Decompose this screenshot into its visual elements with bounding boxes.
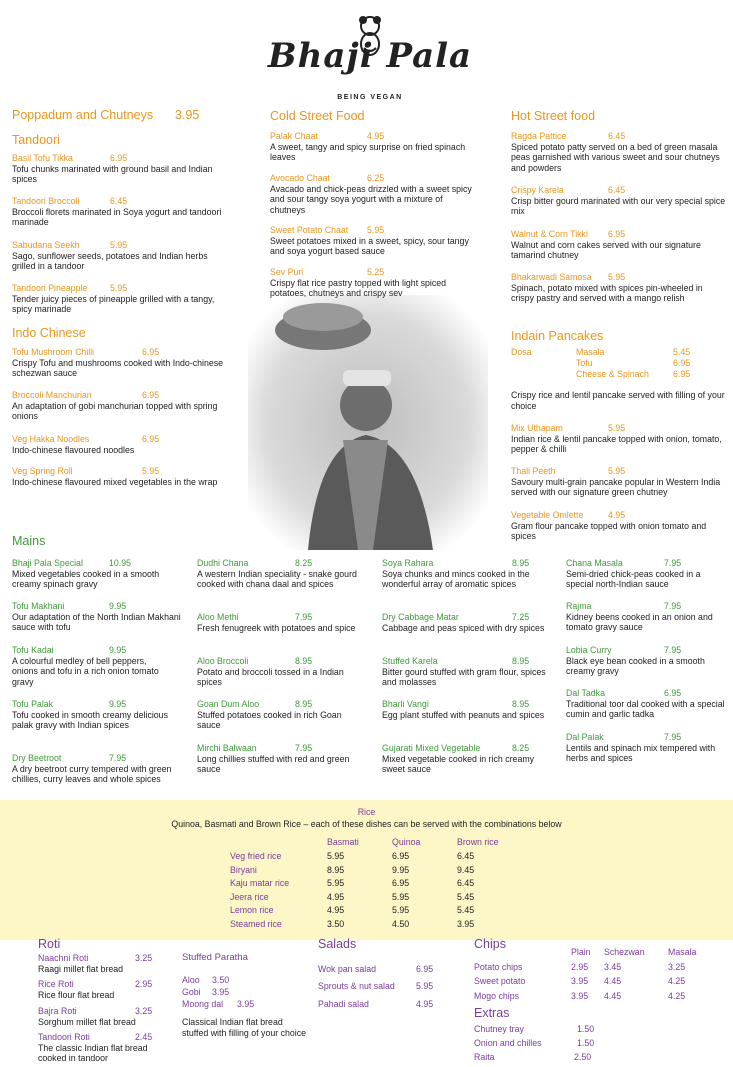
brand-logo [260, 14, 480, 104]
item-name: Avocado Chaat [270, 173, 330, 183]
item-price: 5.25 [367, 267, 385, 277]
item-name: Dry Cabbage Matar [382, 612, 459, 622]
dosa-option-price: 5.45 [673, 347, 691, 357]
vendor-photo [248, 295, 488, 550]
rice-cell: 8.95 [327, 865, 345, 875]
item-desc: Rice flour flat bread [38, 989, 115, 1000]
pancakes-title: Indain Pancakes [511, 329, 604, 343]
menu-item [12, 196, 222, 228]
dosa-option [576, 358, 593, 369]
item-name: Bajra Roti [38, 1006, 77, 1016]
item-price: 5.95 [367, 225, 385, 235]
menu-item [566, 645, 726, 677]
salad-price: 5.95 [416, 981, 434, 991]
item-name: Dry Beetroot [12, 753, 62, 763]
item-price: 5.95 [110, 240, 128, 250]
menu-item [382, 558, 552, 590]
paratha-desc: Classical Indian flat bread stuffed with filling of your choice [182, 1017, 307, 1038]
item-price: 2.95 [135, 979, 153, 989]
item-name: Dal Tadka [566, 688, 605, 698]
item-name: Stuffed Karela [382, 656, 438, 666]
menu-item [197, 558, 362, 590]
item-name: Tandoori Roti [38, 1032, 90, 1042]
item-desc: Long chillies stuffed with red and green sauce [197, 753, 350, 775]
item-desc: Tofu chunks marinated with ground basil and Indian spices [12, 163, 213, 185]
item-price: 6.95 [110, 153, 128, 163]
rice-col-header: Quinoa [392, 837, 421, 847]
item-desc: An adaptation of gobi manchurian topped with spring onions [12, 400, 218, 422]
item-desc: A western Indian speciality - snake gourd cooked with chana daal and spices [197, 568, 357, 590]
item-name: Aloo Broccoli [197, 656, 249, 666]
rice-cell: 4.95 [327, 905, 345, 915]
menu-item [270, 173, 480, 215]
rice-cell: 4.50 [392, 919, 410, 929]
item-name: Veg Spring Roll [12, 466, 73, 476]
item-desc: Kidney beens cooked in an onion and tomato gravy sauce [566, 611, 713, 633]
item-name: Aloo [182, 975, 200, 985]
rice-row-name: Steamed rice [230, 919, 282, 929]
item-name: Dosa [511, 347, 532, 357]
item-desc: Soya chunks and mincs cooked in the wonderful array of aromatic spices [382, 568, 530, 590]
item-desc: Indo-chinese flavoured mixed vegetables in the wrap [12, 476, 218, 487]
rice-row-name: Lemon rice [230, 905, 274, 915]
item-desc: Stuffed potatoes cooked in rich Goan sauce [197, 709, 342, 731]
roti-title: Roti [38, 937, 61, 951]
item-desc: Cabbage and peas spiced with dry spices [382, 622, 545, 633]
item-price: 5.95 [608, 272, 626, 282]
paratha-item [182, 999, 223, 1010]
item-name: Chana Masala [566, 558, 623, 568]
item-price: 9.95 [109, 601, 127, 611]
item-name: Bhakarwadi Samosa [511, 272, 592, 282]
item-desc: Potato and broccoli tossed in a Indian spices [197, 666, 344, 688]
menu-item [12, 466, 227, 487]
item-price: 8.95 [295, 699, 313, 709]
item-desc: Savoury multi-grain pancake popular in Western India served with our signature green chutney [511, 476, 721, 498]
salad-item [318, 981, 395, 992]
extras-price: 2.50 [574, 1052, 592, 1062]
menu-item [566, 688, 726, 720]
menu-item [566, 558, 726, 590]
rice-cell: 5.95 [327, 851, 345, 861]
item-name: Lobia Curry [566, 645, 612, 655]
item-price: 6.45 [608, 131, 626, 141]
rice-cell: 5.95 [392, 892, 410, 902]
item-desc: Crispy flat rice pastry topped with light spiced potatoes, chutneys and crispy sev [270, 277, 447, 299]
menu-item [382, 612, 547, 633]
item-price: 5.95 [142, 466, 160, 476]
rice-col-header: Brown rice [457, 837, 499, 847]
item-price: 6.95 [142, 390, 160, 400]
item-desc: Black eye bean cooked in a smooth creamy gravy [566, 655, 705, 677]
rice-cell: 4.95 [327, 892, 345, 902]
menu-item [566, 732, 726, 764]
item-name: Palak Chaat [270, 131, 318, 141]
menu-item [511, 423, 726, 455]
rice-cell: 9.95 [392, 865, 410, 875]
menu-item [197, 612, 362, 633]
menu-item [382, 656, 547, 688]
item-name: Tofu Kadai [12, 645, 54, 655]
paratha-price: 3.95 [212, 987, 230, 997]
rice-cell: 9.45 [457, 865, 475, 875]
item-name: Moong dal [182, 999, 224, 1009]
item-name: Basil Tofu Tikka [12, 153, 73, 163]
item-desc: Bitter gourd stuffed with gram flour, spices and molasses [382, 666, 546, 688]
item-desc: Broccoli florets marinated in Soya yogurt and tandoori marinade [12, 206, 222, 228]
item-price: 8.95 [512, 558, 530, 568]
item-name: Thali Peeth [511, 466, 556, 476]
brand-name: Bhaji Pala [267, 36, 473, 76]
item-desc: Traditional toor dal cooked with a special cumin and garlic tadka [566, 698, 725, 720]
menu-item [12, 240, 222, 272]
item-price: 9.95 [109, 699, 127, 709]
item-desc: Crisp bitter gourd marinated with our very special spice mix [511, 195, 726, 217]
item-name: Tofu Palak [12, 699, 54, 709]
chips-cell: 3.95 [571, 976, 589, 986]
item-price: 8.95 [295, 656, 313, 666]
tandoori-title: Tandoori [12, 133, 60, 147]
rice-cell: 6.95 [392, 851, 410, 861]
menu-item [511, 272, 726, 304]
menu-item [38, 979, 173, 1000]
rice-cell: 6.45 [457, 851, 475, 861]
extras-price: 1.50 [577, 1038, 595, 1048]
item-name: Soya Rahara [382, 558, 434, 568]
paratha-item [182, 975, 200, 986]
menu-item [511, 466, 726, 498]
item-price: 10.95 [109, 558, 132, 568]
item-price: 6.45 [110, 196, 128, 206]
item-desc: Avacado and chick-peas drizzled with a sweet spicy and sour tangy soya yogurt with a mixture of chutneys [270, 183, 472, 215]
rice-cell: 5.45 [457, 892, 475, 902]
item-desc: Gram flour pancake topped with onion tomato and spices [511, 520, 707, 542]
item-price: 6.45 [608, 185, 626, 195]
item-name: Gujarati Mixed Vegetable [382, 743, 481, 753]
item-price: 7.95 [664, 601, 682, 611]
rice-row-name: Biryani [230, 865, 257, 875]
chips-cell: 3.25 [668, 962, 686, 972]
rice-col-header: Basmati [327, 837, 359, 847]
item-price: 8.95 [512, 699, 530, 709]
item-desc: Egg plant stuffed with peanuts and spices [382, 709, 545, 720]
indo-chinese-title: Indo Chinese [12, 326, 86, 340]
item-price: 2.45 [135, 1032, 153, 1042]
extras-item: Onion and chilles [474, 1038, 542, 1048]
item-desc: Sorghum millet flat bread [38, 1016, 136, 1027]
salad-item [318, 999, 369, 1010]
extras-item: Raita [474, 1052, 495, 1062]
item-name: Cheese & Spinach [576, 369, 649, 379]
dosa-option-price: 6.95 [673, 369, 691, 379]
item-name: Crispy Karela [511, 185, 564, 195]
dosa-name [511, 347, 532, 358]
menu-item [511, 510, 726, 542]
chips-row-name: Potato chips [474, 962, 523, 972]
dosa-option-price: 6.95 [673, 358, 691, 368]
chips-cell: 4.45 [604, 991, 622, 1001]
salad-price: 6.95 [416, 964, 434, 974]
mains-title: Mains [12, 534, 46, 548]
item-name: Rice Roti [38, 979, 74, 989]
chips-cell: 2.95 [571, 962, 589, 972]
item-desc: Mixed vegetables cooked in a smooth creamy spinach gravy [12, 568, 160, 590]
item-desc: Raagi millet flat bread [38, 963, 124, 974]
rice-cell: 5.45 [457, 905, 475, 915]
item-price: 8.95 [512, 656, 530, 666]
salads-title: Salads [318, 937, 357, 951]
item-name: Rajma [566, 601, 592, 611]
item-price: 5.95 [608, 466, 626, 476]
item-name: Broccoli Manchurian [12, 390, 92, 400]
item-price: 6.25 [367, 173, 385, 183]
item-price: 5.95 [608, 423, 626, 433]
item-name: Naachni Roti [38, 953, 89, 963]
item-name: Tofu [576, 358, 593, 368]
rice-cell: 3.95 [457, 919, 475, 929]
menu-item [12, 753, 172, 785]
item-desc: Indian rice & lentil pancake topped with onion, tomato, pepper & chilli [511, 433, 722, 455]
chips-cell: 4.45 [604, 976, 622, 986]
item-desc: Walnut and corn cakes served with our signature tamarind chutney [511, 239, 701, 261]
chips-cell: 4.25 [668, 991, 686, 1001]
menu-item [270, 225, 480, 257]
chips-cell: 4.25 [668, 976, 686, 986]
item-desc: Sago, sunflower seeds, potatoes and Indian herbs grilled in a tandoor [12, 250, 208, 272]
menu-item [197, 699, 362, 731]
rice-cell: 5.95 [327, 878, 345, 888]
item-name: Tofu Makhani [12, 601, 65, 611]
item-price: 6.95 [142, 347, 160, 357]
item-price: 7.25 [512, 612, 530, 622]
item-name: Sweet Potato Chaat [270, 225, 349, 235]
item-desc: Mixed vegetable cooked in rich creamy sweet sauce [382, 753, 535, 775]
item-price: 3.25 [135, 953, 153, 963]
menu-item [12, 434, 227, 455]
menu-item [382, 743, 547, 775]
item-desc: Indo-chinese flavoured noodles [12, 444, 135, 455]
item-name: Mirchi Balwaan [197, 743, 257, 753]
menu-item [382, 699, 547, 720]
extras-title: Extras [474, 1006, 510, 1020]
item-desc: Spiced potato patty served on a bed of green masala peas garnished with various sweet and sour chutneys and powders [511, 141, 720, 173]
item-desc: Lentils and spinach mix tempered with herbs and spices [566, 742, 716, 764]
item-name: Sev Puri [270, 267, 304, 277]
item-name: Mix Uthapam [511, 423, 563, 433]
dosa-desc: Crispy rice and lentil pancake served with filling of your choice [511, 390, 725, 411]
brand-tagline: BEING VEGAN [337, 94, 403, 101]
chips-title: Chips [474, 937, 506, 951]
menu-item [511, 131, 726, 173]
menu-item [38, 953, 173, 974]
menu-item [270, 267, 480, 299]
item-desc: A colourful medley of bell peppers, onions and tofu in a rich onion tomato gravy [12, 655, 159, 687]
rice-cell: 3.50 [327, 919, 345, 929]
rice-row-name: Kaju matar rice [230, 878, 290, 888]
menu-item [12, 153, 222, 185]
item-desc: Spinach, potato mixed with spices pin-wheeled in crispy pastry and served with a mango relish [511, 282, 703, 304]
item-price: 4.95 [608, 510, 626, 520]
menu-item [38, 1006, 173, 1027]
item-name: Wok pan salad [318, 964, 377, 974]
item-desc: Tofu cooked in smooth creamy delicious palak gravy with Indian spices [12, 709, 168, 731]
item-desc: A sweet, tangy and spicy surprise on fried spinach leaves [270, 141, 466, 163]
extras-item: Chutney tray [474, 1024, 524, 1034]
chips-row-name: Mogo chips [474, 991, 519, 1001]
rice-cell: 6.95 [392, 878, 410, 888]
menu-item [12, 283, 222, 315]
chips-col-header: Plain [571, 947, 591, 957]
item-price: 7.95 [295, 743, 313, 753]
item-price: 6.95 [608, 229, 626, 239]
menu-item [12, 699, 172, 731]
item-name: Aloo Methi [197, 612, 239, 622]
paratha-price: 3.50 [212, 975, 230, 985]
chips-col-header: Schezwan [604, 947, 645, 957]
extras-price: 1.50 [577, 1024, 595, 1034]
chips-col-header: Masala [668, 947, 697, 957]
item-price: 5.95 [110, 283, 128, 293]
dosa-option [576, 369, 649, 380]
item-price: 7.95 [664, 732, 682, 742]
item-price: 9.95 [109, 645, 127, 655]
menu-item [12, 347, 227, 379]
menu-item [12, 645, 172, 687]
rice-row-name: Jeera rice [230, 892, 269, 902]
chips-row-name: Sweet potato [474, 976, 526, 986]
item-price: 6.95 [664, 688, 682, 698]
item-price: 4.95 [367, 131, 385, 141]
menu-item [197, 656, 362, 688]
paratha-title: Stuffed Paratha [182, 952, 248, 963]
menu-item [197, 743, 362, 775]
salad-item [318, 964, 376, 975]
vendor-photo-image [248, 295, 488, 550]
hot-street-title: Hot Street food [511, 109, 596, 123]
item-name: Walnut & Corn Tikki [511, 229, 588, 239]
item-desc: A dry beetroot curry tempered with green chillies, curry leaves and whole spices [12, 763, 172, 785]
menu-item [270, 131, 480, 163]
rice-title: Rice [357, 807, 376, 817]
menu-item [38, 1032, 168, 1064]
item-name: Vegetable Omlette [511, 510, 584, 520]
item-name: Sprouts & nut salad [318, 981, 395, 991]
cold-street-title: Cold Street Food [270, 109, 365, 123]
salad-price: 4.95 [416, 999, 434, 1009]
item-desc: The classic Indian flat bread cooked in tandoor [38, 1042, 148, 1064]
item-desc: Tender juicy pieces of pineapple grilled with a tangy, spicy marinade [12, 293, 215, 315]
item-desc: Our adaptation of the North Indian Makhani sauce with tofu [12, 611, 181, 633]
item-name: Masala [576, 347, 605, 357]
menu-item [12, 390, 227, 422]
menu-item [511, 229, 726, 261]
item-name: Tofu Mushroom Chilli [12, 347, 95, 357]
item-name: Dal Palak [566, 732, 604, 742]
item-desc: Crispy Tofu and mushrooms cooked with Indo-chinese schezwan sauce [12, 357, 224, 379]
menu-item [566, 601, 726, 633]
item-name: Goan Dum Aloo [197, 699, 260, 709]
item-name: Bharli Vangi [382, 699, 429, 709]
chips-cell: 3.45 [604, 962, 622, 972]
item-desc: Sweet potatoes mixed in a sweet, spicy, sour tangy and soya yogurt based sauce [270, 235, 469, 257]
dosa-option [576, 347, 604, 358]
menu-item [12, 601, 182, 633]
item-name: Gobi [182, 987, 201, 997]
poppadum-price: 3.95 [175, 108, 200, 122]
menu-item [511, 185, 726, 217]
paratha-price: 3.95 [237, 999, 255, 1009]
item-name: Ragda Pattice [511, 131, 567, 141]
item-name: Veg Hakka Noodles [12, 434, 90, 444]
item-desc: Fresh fenugreek with potatoes and spice [197, 622, 356, 633]
item-name: Dudhi Chana [197, 558, 249, 568]
poppadum-title: Poppadum and Chutneys [12, 108, 154, 122]
item-price: 6.95 [142, 434, 160, 444]
item-price: 7.95 [295, 612, 313, 622]
menu-item [12, 558, 182, 590]
rice-cell: 5.95 [392, 905, 410, 915]
item-price: 8.25 [512, 743, 530, 753]
item-name: Sabudana Seekh [12, 240, 80, 250]
item-price: 7.95 [664, 558, 682, 568]
item-name: Bhaji Pala Special [12, 558, 83, 568]
rice-subtitle: Quinoa, Basmati and Brown Rice – each of these dishes can be served with the combinations below [171, 819, 562, 829]
chips-cell: 3.95 [571, 991, 589, 1001]
item-name: Pahadi salad [318, 999, 369, 1009]
rice-cell: 6.45 [457, 878, 475, 888]
item-name: Tandoori Broccoli [12, 196, 80, 206]
item-desc: Semi-dried chick-peas cooked in a special north-Indian sauce [566, 568, 701, 590]
item-name: Tandoori Pineapple [12, 283, 88, 293]
rice-row-name: Veg fried rice [230, 851, 282, 861]
item-price: 7.95 [109, 753, 127, 763]
item-price: 8.25 [295, 558, 313, 568]
item-price: 7.95 [664, 645, 682, 655]
item-price: 3.25 [135, 1006, 153, 1016]
paratha-item [182, 987, 201, 998]
